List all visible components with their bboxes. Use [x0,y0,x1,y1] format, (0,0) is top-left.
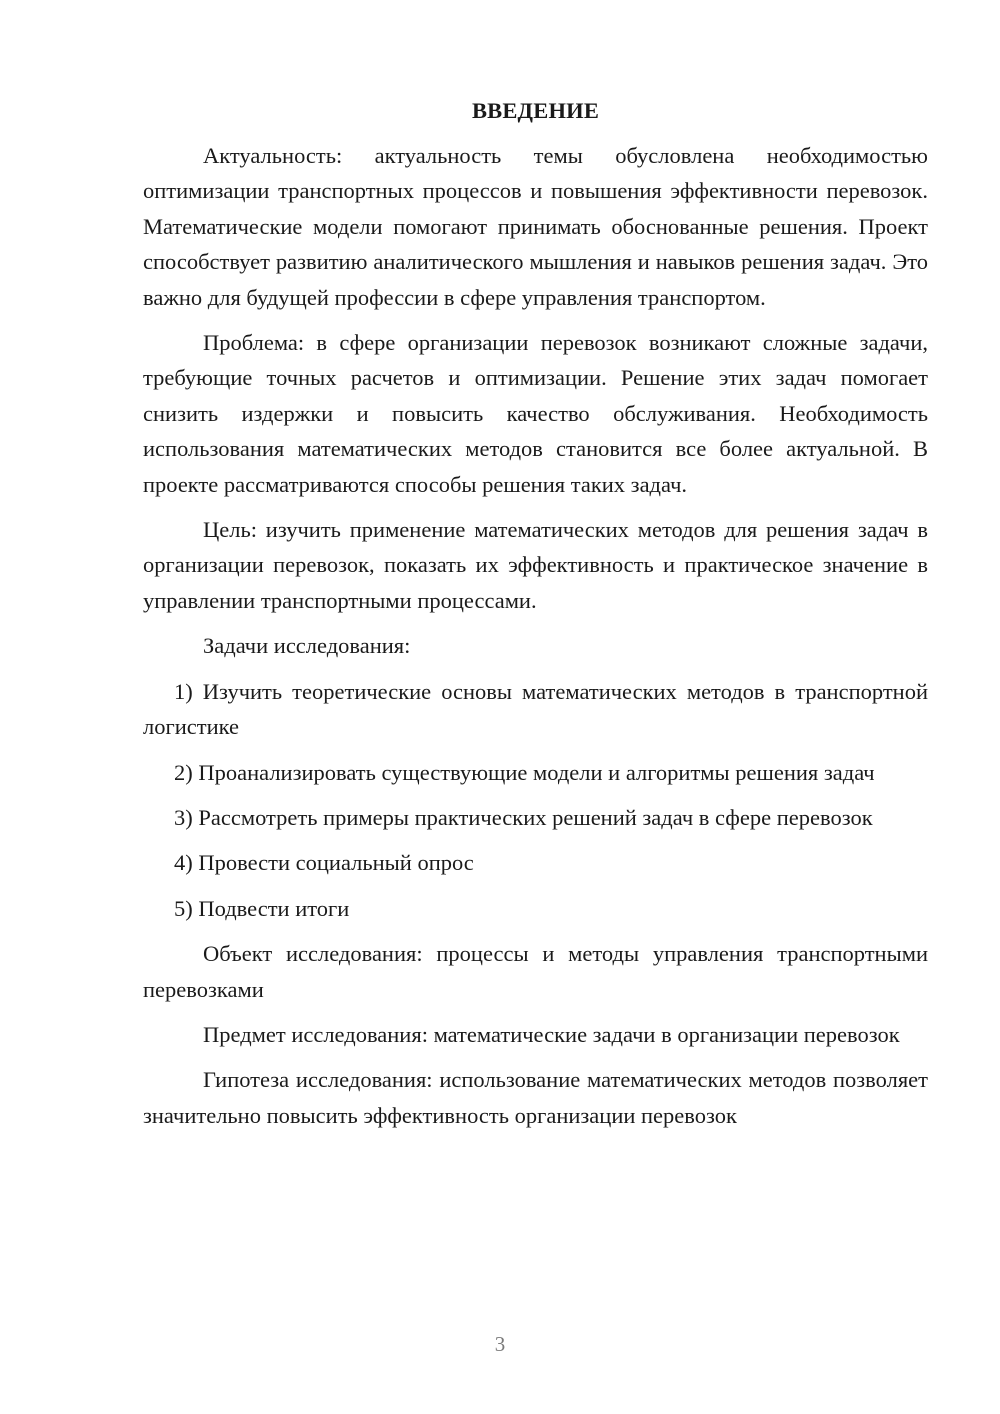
task-item-5: 5) Подвести итоги [174,895,350,921]
task-item-3: 3) Рассмотреть примеры практических решений задач в сфере перевозок [174,804,873,830]
page-number: 3 [494,1332,506,1356]
tasks-intro: Задачи исследования: [203,633,411,659]
tasks-list [143,674,928,926]
goal-paragraph: Цель: изучить применение математических методов для решения задач в организации перевозок, показать их эффективность и практическое значение в управлении транспортными процессами. [143,517,928,613]
hypothesis-paragraph: Гипотеза исследования: использование математических методов позволяет значительно повысить эффективность организации перевозок [143,1067,928,1128]
document-page [143,94,928,1143]
problem-paragraph: Проблема: в сфере организации перевозок возникают сложные задачи, требующие точных расчетов и оптимизации. Решение этих задач помогает снизить издержки и повысить качество обслуживания. Необходимость использования математических методов становится все более актуальной. В проекте рассматриваются способы решения таких задач. [143,330,928,497]
object-paragraph: Объект исследования: процессы и методы управления транспортными перевозками [143,941,928,1002]
task-item-2: 2) Проанализировать существующие модели и алгоритмы решения задач [174,759,875,785]
task-item-4: 4) Провести социальный опрос [174,850,474,876]
section-heading: ВВЕДЕНИЕ [471,98,600,123]
relevance-paragraph: Актуальность: актуальность темы обусловлена необходимостью оптимизации транспортных процессов и повышения эффективности перевозок. Математические модели помогают принимать обоснованные решения. Проект способствует развитию аналитического мышления и навыков решения задач. Это важно для будущей профессии в сфере управления транспортом. [143,143,928,310]
subject-paragraph: Предмет исследования: математические задачи в организации перевозок [203,1021,900,1047]
task-item-1: 1) Изучить теоретические основы математических методов в транспортной логистике [143,678,928,740]
